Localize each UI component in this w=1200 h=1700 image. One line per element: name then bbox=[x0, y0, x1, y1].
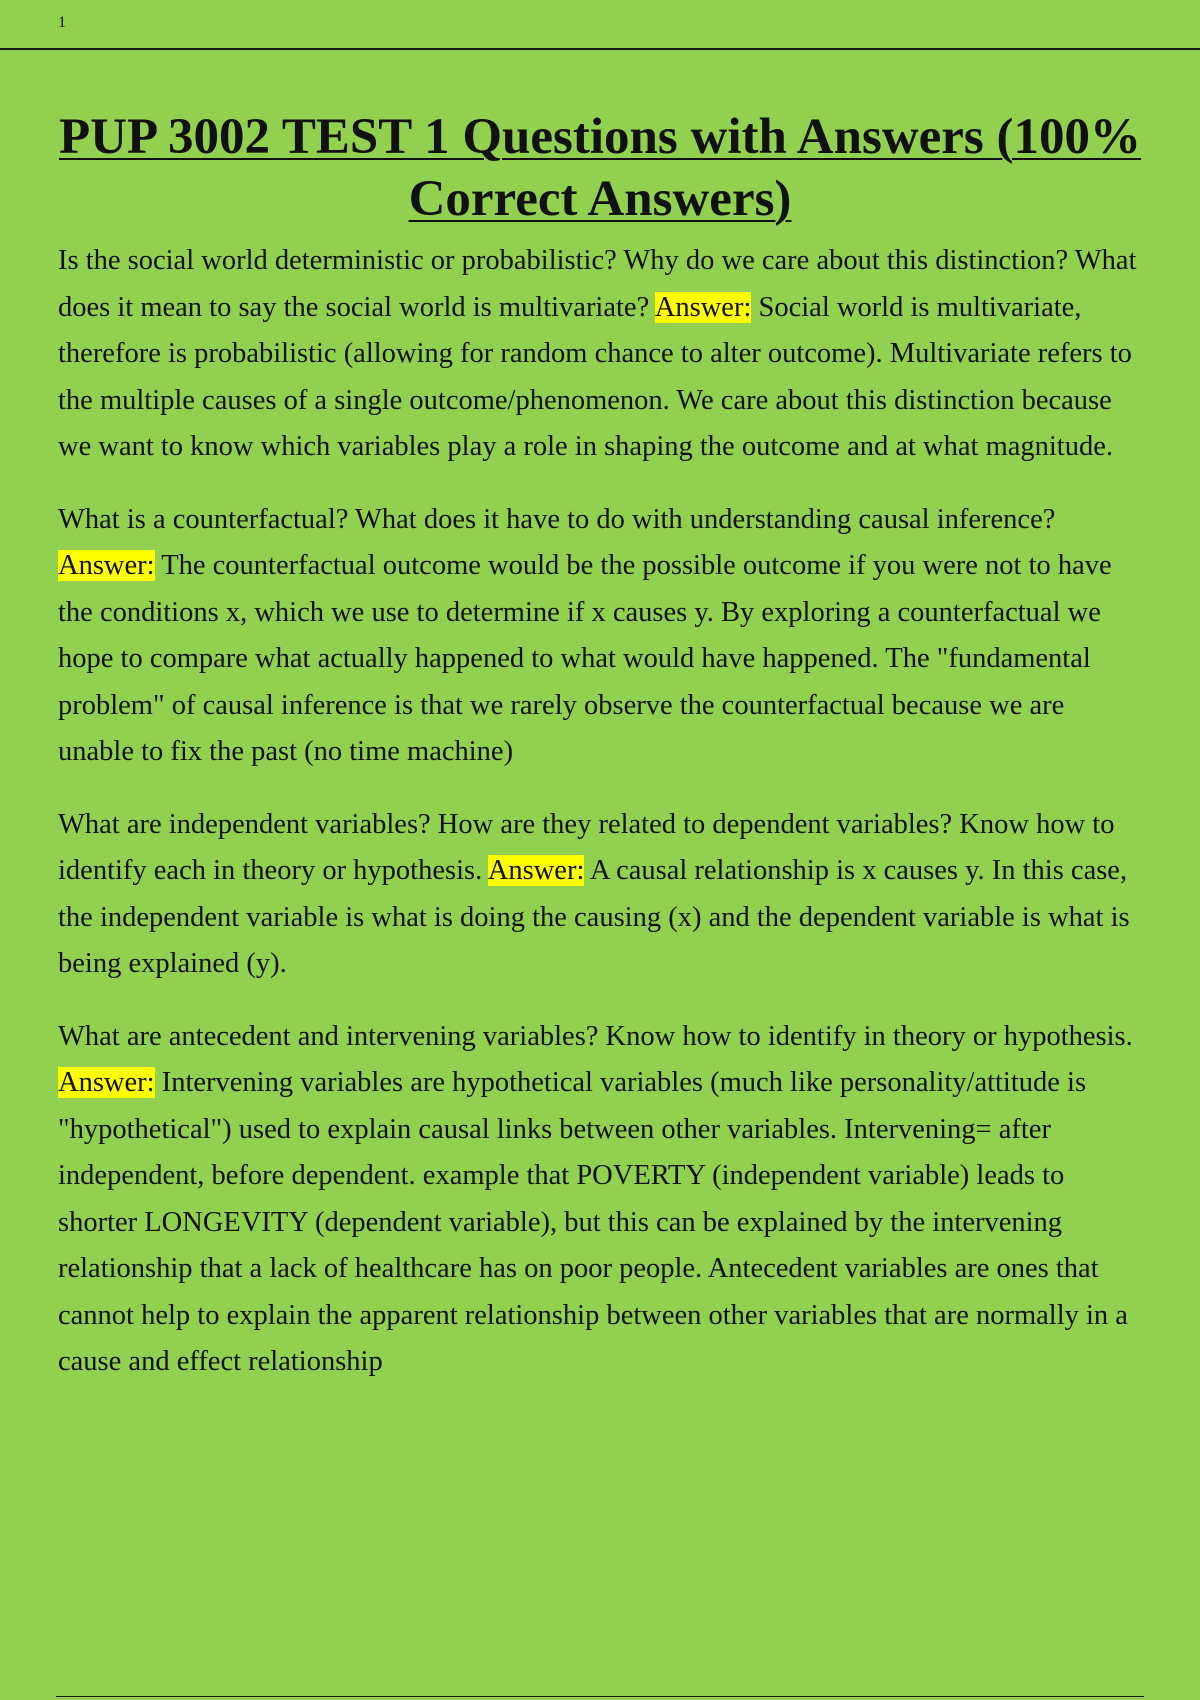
page-number: 1 bbox=[58, 14, 66, 31]
question-text: Is the social world deterministic or probabilistic? Why do we care about this distinction? What does it mean to say the social world is multivariate? bbox=[58, 245, 1137, 323]
qa-item-4 bbox=[58, 1014, 1140, 1386]
answer-label: Answer: bbox=[487, 855, 585, 886]
question-text: What are antecedent and intervening variables? Know how to identify in theory or hypothesis. bbox=[58, 1020, 1133, 1052]
answer-label: Answer: bbox=[58, 1067, 155, 1098]
answer-text: A causal relationship is x causes y. In this case, the independent variable is what is doing the causing (x) and the dependent variable is what is being explained (y). bbox=[58, 855, 1130, 979]
footer-divider bbox=[56, 1696, 1144, 1697]
qa-item-1 bbox=[58, 238, 1140, 471]
header-divider bbox=[0, 48, 1200, 50]
qa-item-3 bbox=[58, 802, 1140, 988]
answer-text: The counterfactual outcome would be the possible outcome if you were not to have the conditions x, which we use to determine if x causes y. By exploring a counterfactual we hope to compare what actually happened to what would have happened. The "fundamental problem" of causal inference is that we rarely observe the counterfactual because we are unable to fix the past (no time machine) bbox=[58, 550, 1112, 767]
qa-list bbox=[58, 238, 1140, 1412]
document-title: PUP 3002 TEST 1 Questions with Answers (100% Correct Answers) bbox=[58, 109, 1142, 227]
question-text: What is a counterfactual? What does it have to do with understanding causal inference? bbox=[58, 503, 1056, 535]
qa-item-2 bbox=[58, 497, 1140, 776]
answer-text: Intervening variables are hypothetical variables (much like personality/attitude is "hypothetical") used to explain causal links between other variables. Intervening= after independent, before dependent. example that POVERTY (independent variable) leads to shorter LONGEVITY (dependent variable), but this can be explained by the intervening relationship that a lack of healthcare has on poor people. Antecedent variables are ones that cannot help to explain the apparent relationship between other variables that are normally in a cause and effect relationship bbox=[58, 1067, 1128, 1377]
answer-label: Answer: bbox=[58, 550, 155, 581]
answer-label: Answer: bbox=[654, 291, 752, 323]
answer-text: Social world is multivariate, therefore is probabilistic (allowing for random chance to alter outcome). Multivariate refers to the multiple causes of a single outcome/phenomenon. We care about this distinction because we want to know which variables play a role in shaping the outcome and at what magnitude. bbox=[58, 291, 1132, 462]
question-text: What are independent variables? How are they related to dependent variables? Know how to identify each in theory or hypothesis. bbox=[58, 808, 1115, 886]
